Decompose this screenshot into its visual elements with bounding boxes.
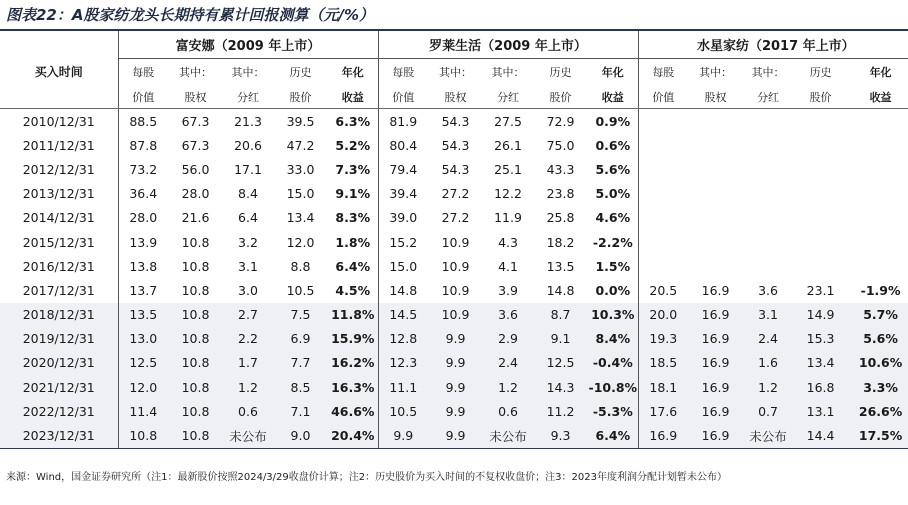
value-cell: 79.4 [389,161,418,177]
table-row [0,157,908,181]
value-cell: 9.0 [273,423,328,448]
col-header: 股价 [793,85,848,109]
source-note: 来源：Wind，国金证券研究所（注1：最新股价按照2024/3/29收盘价计算；注2：历史股价为买入时间的不复权收盘价；注3：2023年度利润分配计划暂未公布） [6,472,727,483]
annual-return-cell [848,109,908,134]
value-cell [688,157,743,181]
value-cell: 3.1 [238,258,258,274]
value-cell: 23.1 [806,282,835,298]
buy-date-cell: 2010/12/31 [0,109,118,134]
annual-return-cell: 6.3% [328,109,378,134]
buy-date-cell: 2012/12/31 [0,157,118,181]
col-header: 历史 [289,66,312,79]
value-cell [638,182,688,206]
value-cell [688,254,743,278]
annual-return-cell [848,133,908,157]
annual-return-cell: 5.2% [328,133,378,157]
value-cell: 1.2 [223,375,273,399]
value-cell: 12.0 [118,375,168,399]
value-cell: 14.3 [533,375,588,399]
annual-return-cell: 46.6% [328,399,378,423]
group-header: 水星家纺（2017 年上市） [638,31,908,59]
value-cell: 67.3 [181,113,210,129]
value-cell: 16.8 [793,375,848,399]
value-cell: 12.0 [286,234,315,250]
annual-return-cell: -2.2% [588,230,638,254]
table-row [0,133,908,157]
value-cell: 未公布 [743,423,793,448]
value-cell: 9.1 [533,327,588,351]
value-cell: 0.6 [223,399,273,423]
annual-return-cell: 16.3% [328,375,378,399]
value-cell: 未公布 [483,423,533,448]
col-header: 价值 [118,85,168,109]
col-header: 股权 [168,85,223,109]
table-row [0,109,908,134]
value-cell: 39.5 [286,113,315,129]
value-cell: 7.5 [273,303,328,327]
annual-return-cell: 15.9% [328,327,378,351]
value-cell: 18.2 [546,234,575,250]
annual-return-cell: 3.3% [848,375,908,399]
value-cell [743,230,793,254]
col-header: 收益 [328,85,378,109]
value-cell: 10.9 [441,282,470,298]
value-cell: 20.0 [638,303,688,327]
annual-return-cell: 5.6% [848,327,908,351]
value-cell [638,230,688,254]
value-cell: 13.7 [129,282,158,298]
annual-return-cell: 17.5% [848,423,908,448]
value-cell: 12.2 [494,186,522,202]
value-cell [638,133,688,157]
col-header: 其中： [231,66,265,79]
value-cell: 10.8 [168,351,223,375]
value-cell [638,254,688,278]
col-header: 历史 [549,66,572,79]
value-cell: 4.1 [498,258,518,274]
annual-return-cell: -10.8% [588,375,638,399]
annual-return-cell: -0.4% [588,351,638,375]
value-cell [688,206,743,230]
annual-return-cell: 1.5% [588,254,638,278]
col-header: 分红 [743,85,793,109]
value-cell: 13.5 [546,258,575,274]
value-cell: 17.1 [234,161,262,177]
value-cell: 28.0 [181,186,210,202]
buy-date-cell: 2017/12/31 [0,278,118,302]
value-cell: 2.7 [223,303,273,327]
col-header: 股权 [428,85,483,109]
value-cell: 10.5 [378,399,428,423]
group-header: 富安娜（2009 年上市） [118,31,378,59]
buy-date-cell: 2011/12/31 [0,133,118,157]
annual-return-cell: 8.4% [588,327,638,351]
value-cell: 81.9 [389,113,418,129]
buy-time-header: 买入时间 [0,59,118,86]
value-cell: 8.8 [290,258,311,274]
annual-return-cell: 6.4% [328,254,378,278]
value-cell: 13.4 [793,351,848,375]
value-cell: 3.9 [498,282,518,298]
annual-return-cell: 20.4% [328,423,378,448]
value-cell [743,133,793,157]
annual-return-cell: 0.6% [588,133,638,157]
value-cell: 1.2 [743,375,793,399]
value-cell: 54.3 [441,113,470,129]
buy-date-cell: 2021/12/31 [0,375,118,399]
value-cell: 88.5 [129,113,158,129]
buy-date-cell: 2020/12/31 [0,351,118,375]
buy-date-cell: 2014/12/31 [0,206,118,230]
value-cell: 13.5 [118,303,168,327]
value-cell: 3.6 [758,282,778,298]
annual-return-cell: 0.9% [588,109,638,134]
col-header: 收益 [848,85,908,109]
value-cell: 7.1 [273,399,328,423]
value-cell: 2.9 [483,327,533,351]
value-cell: 17.6 [638,399,688,423]
value-cell: 9.3 [533,423,588,448]
buy-date-cell: 2013/12/31 [0,182,118,206]
value-cell: 11.9 [494,210,522,226]
value-cell: 10.8 [181,282,210,298]
value-cell: 16.9 [688,303,743,327]
value-cell: 80.4 [389,137,418,153]
value-cell: 12.8 [378,327,428,351]
value-cell: 10.8 [168,423,223,448]
annual-return-cell: 8.3% [328,206,378,230]
value-cell: 39.0 [389,210,418,226]
annual-return-cell: 5.7% [848,303,908,327]
col-header: 每股 [132,66,155,79]
annual-return-cell [848,254,908,278]
value-cell: 14.9 [793,303,848,327]
table-row [0,254,908,278]
value-cell: 12.5 [533,351,588,375]
value-cell: 2.2 [223,327,273,351]
value-cell: 10.9 [441,234,470,250]
col-header: 价值 [378,85,428,109]
value-cell: 9.9 [378,423,428,448]
annual-return-cell: 10.3% [588,303,638,327]
annual-return-cell: -5.3% [588,399,638,423]
annual-return-cell: 4.6% [588,206,638,230]
value-cell: 13.9 [129,234,158,250]
annual-return-cell: 10.6% [848,351,908,375]
value-cell: 16.9 [688,423,743,448]
col-header: 其中： [699,66,733,79]
value-cell: 11.1 [378,375,428,399]
value-cell [688,109,743,134]
annual-return-cell: 26.6% [848,399,908,423]
value-cell: 10.8 [168,375,223,399]
value-cell: 54.3 [441,137,470,153]
value-cell [743,109,793,134]
value-cell: 6.4 [238,210,258,226]
col-header: 价值 [638,85,688,109]
value-cell: 3.1 [743,303,793,327]
col-header: 每股 [652,66,675,79]
annual-return-cell: 9.1% [328,182,378,206]
value-cell: 21.6 [181,210,210,226]
buy-date-cell: 2016/12/31 [0,254,118,278]
value-cell: 9.9 [428,423,483,448]
annual-return-cell: 5.0% [588,182,638,206]
figure-title: 图表22：A股家纺龙头长期持有累计回报测算（元/%） [6,6,374,24]
value-cell: 18.1 [638,375,688,399]
value-cell [688,182,743,206]
annual-return-cell: -1.9% [860,282,901,298]
col-header: 其中： [751,66,785,79]
col-header: 股权 [688,85,743,109]
returns-table [0,31,908,449]
value-cell [638,109,688,134]
value-cell: 6.9 [273,327,328,351]
value-cell: 1.6 [743,351,793,375]
annual-return-cell [848,230,908,254]
col-header: 其中： [439,66,473,79]
value-cell: 9.9 [428,327,483,351]
value-cell: 67.3 [181,137,210,153]
value-cell: 28.0 [129,210,158,226]
value-cell: 12.5 [118,351,168,375]
value-cell [638,206,688,230]
value-cell: 13.1 [793,399,848,423]
value-cell: 54.3 [441,161,470,177]
value-cell: 11.4 [118,399,168,423]
value-cell: 8.5 [273,375,328,399]
value-cell: 未公布 [223,423,273,448]
buy-date-cell: 2019/12/31 [0,327,118,351]
value-cell: 18.5 [638,351,688,375]
value-cell [743,182,793,206]
value-cell [688,230,743,254]
value-cell [793,206,848,230]
value-cell: 2.4 [743,327,793,351]
value-cell: 27.2 [441,186,470,202]
group-header-row [0,31,908,59]
value-cell: 87.8 [129,137,158,153]
col-header: 股价 [273,85,328,109]
col-header: 历史 [809,66,832,79]
table-row [0,182,908,206]
value-cell: 10.8 [168,399,223,423]
value-cell: 15.0 [286,186,315,202]
value-cell: 20.5 [649,282,678,298]
value-cell: 73.2 [129,161,158,177]
buy-date-cell: 2018/12/31 [0,303,118,327]
table-row [0,375,908,399]
value-cell: 25.1 [494,161,522,177]
value-cell: 72.9 [546,113,575,129]
value-cell: 13.0 [118,327,168,351]
value-cell [743,254,793,278]
value-cell: 14.5 [378,303,428,327]
value-cell: 9.9 [428,399,483,423]
annual-return-cell: 11.8% [328,303,378,327]
value-cell: 23.8 [546,186,575,202]
value-cell [743,157,793,181]
value-cell: 25.8 [546,210,575,226]
value-cell: 21.3 [234,113,262,129]
buy-date-cell: 2023/12/31 [0,423,118,448]
table-body [0,109,908,449]
value-cell: 10.8 [118,423,168,448]
value-cell: 11.2 [533,399,588,423]
annual-return-cell [848,157,908,181]
table-row [0,327,908,351]
table-row [0,230,908,254]
value-cell: 15.3 [793,327,848,351]
value-cell: 8.4 [238,186,258,202]
value-cell: 16.9 [688,351,743,375]
value-cell: 9.9 [428,375,483,399]
value-cell: 27.2 [441,210,470,226]
buy-time-header-cont [0,85,118,109]
col-header: 年化 [328,59,378,86]
value-cell: 16.9 [688,327,743,351]
value-cell: 10.5 [286,282,315,298]
table-row [0,351,908,375]
value-cell: 16.9 [638,423,688,448]
annual-return-cell [848,182,908,206]
value-cell: 1.2 [483,375,533,399]
annual-return-cell: 6.4% [588,423,638,448]
col-header: 年化 [588,59,638,86]
col-header: 收益 [588,85,638,109]
annual-return-cell: 16.2% [328,351,378,375]
col-header: 分红 [483,85,533,109]
corner-cell [0,31,118,59]
col-header: 分红 [223,85,273,109]
value-cell: 3.2 [238,234,258,250]
value-cell: 33.0 [286,161,315,177]
value-cell: 36.4 [129,186,158,202]
value-cell: 10.8 [181,258,210,274]
value-cell [793,157,848,181]
value-cell [638,157,688,181]
value-cell [793,182,848,206]
subheader-row-top [0,59,908,86]
value-cell: 1.7 [223,351,273,375]
annual-return-cell: 0.0% [588,278,638,302]
value-cell [793,230,848,254]
value-cell: 43.3 [546,161,575,177]
value-cell: 14.8 [389,282,418,298]
col-header: 每股 [392,66,415,79]
value-cell: 13.4 [286,210,315,226]
value-cell [793,254,848,278]
col-header: 其中： [179,66,212,79]
table-row [0,278,908,302]
value-cell: 3.6 [483,303,533,327]
value-cell: 15.0 [389,258,418,274]
annual-return-cell: 1.8% [328,230,378,254]
value-cell: 16.9 [688,399,743,423]
value-cell: 56.0 [181,161,210,177]
value-cell [793,109,848,134]
col-header: 年化 [869,66,892,79]
value-cell: 27.5 [494,113,522,129]
value-cell: 9.9 [428,351,483,375]
value-cell: 2.4 [483,351,533,375]
value-cell: 7.7 [273,351,328,375]
value-cell: 4.3 [498,234,518,250]
value-cell: 0.7 [743,399,793,423]
value-cell: 10.9 [441,258,470,274]
value-cell: 47.2 [286,137,315,153]
value-cell: 15.2 [389,234,418,250]
annual-return-cell: 5.6% [588,157,638,181]
value-cell: 16.9 [688,375,743,399]
value-cell [793,133,848,157]
value-cell: 12.3 [378,351,428,375]
value-cell: 3.0 [238,282,258,298]
buy-date-cell: 2022/12/31 [0,399,118,423]
annual-return-cell: 7.3% [328,157,378,181]
value-cell: 13.8 [129,258,158,274]
col-header: 其中： [491,66,525,79]
table-row [0,303,908,327]
value-cell: 14.8 [546,282,575,298]
value-cell: 75.0 [546,137,575,153]
annual-return-cell: 4.5% [328,278,378,302]
value-cell: 10.8 [168,327,223,351]
value-cell: 14.4 [793,423,848,448]
value-cell [688,133,743,157]
value-cell: 8.7 [533,303,588,327]
table-row [0,399,908,423]
value-cell: 26.1 [494,137,522,153]
value-cell: 10.9 [428,303,483,327]
col-header: 股价 [533,85,588,109]
value-cell: 16.9 [701,282,730,298]
value-cell: 10.8 [181,234,210,250]
table-row [0,206,908,230]
value-cell: 10.8 [168,303,223,327]
group-header: 罗莱生活（2009 年上市） [378,31,638,59]
value-cell: 19.3 [638,327,688,351]
annual-return-cell [848,206,908,230]
value-cell: 20.6 [234,137,262,153]
value-cell: 39.4 [389,186,418,202]
table-row [0,423,908,448]
buy-date-cell: 2015/12/31 [0,230,118,254]
subheader-row-bottom [0,85,908,109]
value-cell [743,206,793,230]
value-cell: 0.6 [483,399,533,423]
